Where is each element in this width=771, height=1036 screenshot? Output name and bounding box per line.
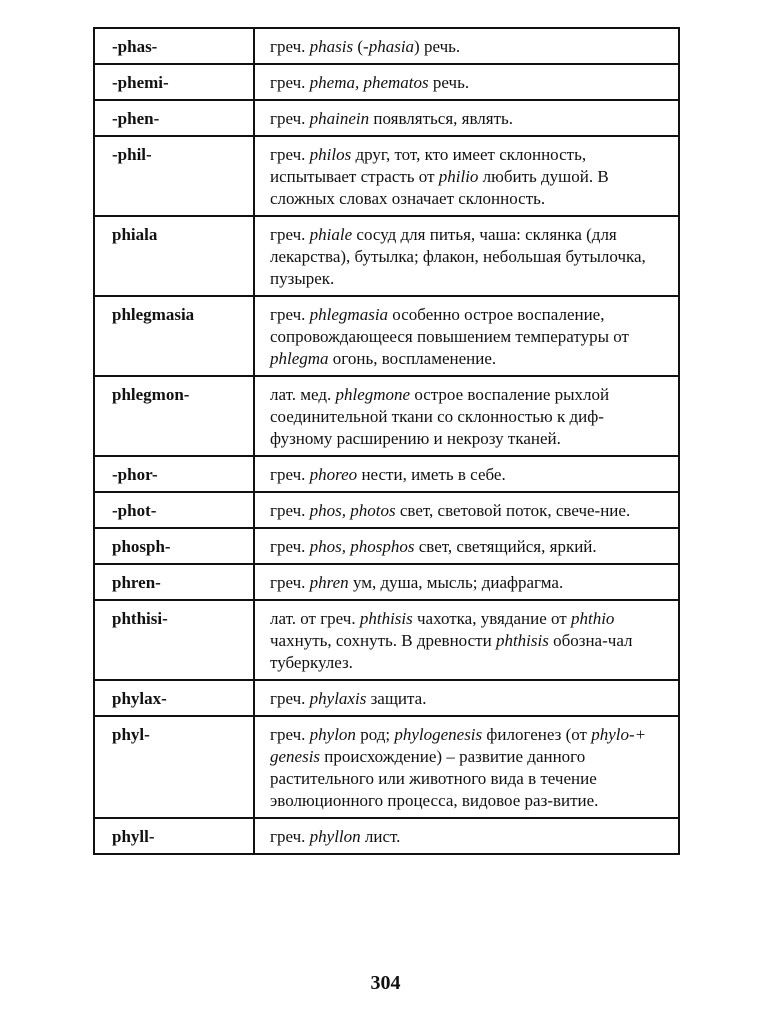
- table-row: [94, 136, 679, 216]
- definition-text: лат. мед.: [270, 385, 336, 404]
- definition-cell: [254, 564, 679, 600]
- table-row: [94, 376, 679, 456]
- definition-text: нести, иметь в себе.: [357, 465, 506, 484]
- definition-italic-text: phylo-+ genesis: [270, 725, 647, 766]
- definition-text: свет, световой поток, свече-ние.: [395, 501, 631, 520]
- table-row: [94, 818, 679, 854]
- terms-table: [93, 27, 680, 855]
- term-cell: phiala: [94, 216, 254, 296]
- definition-italic-text: phylogenesis: [394, 725, 483, 744]
- definition-italic-text: philos: [309, 145, 352, 164]
- table-row: [94, 600, 679, 680]
- definition-cell: [254, 456, 679, 492]
- term-cell: phlegmasia: [94, 296, 254, 376]
- definition-text: особенно острое воспаление, сопровождающееся повышением температуры от: [270, 305, 629, 346]
- definition-text: лист.: [360, 827, 401, 846]
- definition-italic-text: phlegmasia: [309, 305, 389, 324]
- definition-cell: [254, 528, 679, 564]
- definition-italic-text: phren: [309, 573, 349, 592]
- definition-text: свет, светящийся, яркий.: [414, 537, 597, 556]
- definition-text: греч.: [270, 501, 310, 520]
- definition-italic-text: phlegmone: [335, 385, 411, 404]
- definition-cell: [254, 28, 679, 64]
- definition-cell: [254, 64, 679, 100]
- definition-text: греч.: [270, 225, 310, 244]
- definition-italic-text: phlegma: [270, 349, 329, 368]
- definition-italic-text: phema, phematos: [309, 73, 429, 92]
- table-row: [94, 28, 679, 64]
- definition-text: греч.: [270, 827, 310, 846]
- table-row: [94, 296, 679, 376]
- terms-table-body: [94, 28, 679, 854]
- definition-text: ум, душа, мысль; диафрагма.: [348, 573, 564, 592]
- definition-text: сосуд для питья, чаша: склянка (для лекарства), бутылка; флакон, небольшая бутылочка, пузырек.: [270, 225, 646, 288]
- definition-cell: [254, 376, 679, 456]
- definition-text: греч.: [270, 689, 310, 708]
- term-cell: phren-: [94, 564, 254, 600]
- definition-text: чахнуть, сохнуть. В древности: [270, 631, 496, 650]
- definition-text: греч.: [270, 725, 310, 744]
- definition-text: появляться, являть.: [369, 109, 514, 128]
- definition-text: греч.: [270, 305, 310, 324]
- term-cell: -phas-: [94, 28, 254, 64]
- definition-text: греч.: [270, 37, 310, 56]
- definition-text: греч.: [270, 573, 310, 592]
- term-cell: -phot-: [94, 492, 254, 528]
- term-cell: phlegmon-: [94, 376, 254, 456]
- term-cell: phyl-: [94, 716, 254, 818]
- definition-italic-text: phasis: [309, 37, 354, 56]
- table-row: [94, 456, 679, 492]
- table-row: [94, 492, 679, 528]
- table-row: [94, 528, 679, 564]
- definition-text: греч.: [270, 145, 310, 164]
- definition-italic-text: phylon: [309, 725, 356, 744]
- term-cell: -phor-: [94, 456, 254, 492]
- definition-text: (: [353, 37, 364, 56]
- definition-text: любить душой. В сложных словах означает склонность.: [270, 167, 609, 208]
- table-row: [94, 64, 679, 100]
- definition-text: греч.: [270, 537, 310, 556]
- definition-italic-text: philio: [438, 167, 479, 186]
- definition-cell: [254, 818, 679, 854]
- definition-italic-text: phthisis: [495, 631, 549, 650]
- definition-text: ) речь.: [414, 37, 461, 56]
- definition-text: лат. от греч.: [270, 609, 360, 628]
- definition-cell: [254, 680, 679, 716]
- definition-italic-text: phiale: [309, 225, 353, 244]
- definition-text: филогенез (от: [482, 725, 592, 744]
- definition-cell: [254, 296, 679, 376]
- definition-italic-text: -phasia: [363, 37, 415, 56]
- definition-text: чахотка, увядание от: [412, 609, 571, 628]
- definition-cell: [254, 136, 679, 216]
- definition-text: огонь, воспламенение.: [328, 349, 497, 368]
- definition-text: род;: [355, 725, 395, 744]
- definition-italic-text: phthisis: [359, 609, 413, 628]
- term-cell: phosph-: [94, 528, 254, 564]
- table-row: [94, 716, 679, 818]
- definition-italic-text: phylaxis: [309, 689, 367, 708]
- definition-text: друг, тот, кто имеет склонность, испытывает страсть от: [270, 145, 587, 186]
- term-cell: phyll-: [94, 818, 254, 854]
- definition-italic-text: phthio: [570, 609, 615, 628]
- table-row: [94, 100, 679, 136]
- term-cell: -phil-: [94, 136, 254, 216]
- definition-cell: [254, 216, 679, 296]
- definition-cell: [254, 492, 679, 528]
- definition-italic-text: phos, photos: [309, 501, 396, 520]
- definition-text: острое воспаление рыхлой соединительной ткани со склонностью к диф-фузному расширению и некрозу тканей.: [270, 385, 610, 448]
- table-row: [94, 680, 679, 716]
- table-row: [94, 564, 679, 600]
- term-cell: phylax-: [94, 680, 254, 716]
- definition-text: происхождение) – развитие данного растительного или животного вида в течение эволюционного процесса, видовое раз-витие.: [270, 747, 599, 810]
- definition-italic-text: phos, phosphos: [309, 537, 415, 556]
- definition-italic-text: phyllon: [309, 827, 361, 846]
- table-row: [94, 216, 679, 296]
- definition-cell: [254, 600, 679, 680]
- definition-cell: [254, 100, 679, 136]
- term-cell: phthisi-: [94, 600, 254, 680]
- term-cell: -phemi-: [94, 64, 254, 100]
- definition-text: обозна-чал туберкулез.: [270, 631, 633, 672]
- definition-cell: [254, 716, 679, 818]
- page-number: 304: [370, 972, 401, 994]
- definition-text: греч.: [270, 465, 310, 484]
- definition-text: греч.: [270, 73, 310, 92]
- term-cell: -phen-: [94, 100, 254, 136]
- definition-text: защита.: [366, 689, 427, 708]
- definition-text: греч.: [270, 109, 310, 128]
- definition-italic-text: phainein: [309, 109, 370, 128]
- definition-italic-text: phoreo: [309, 465, 358, 484]
- definition-text: речь.: [428, 73, 470, 92]
